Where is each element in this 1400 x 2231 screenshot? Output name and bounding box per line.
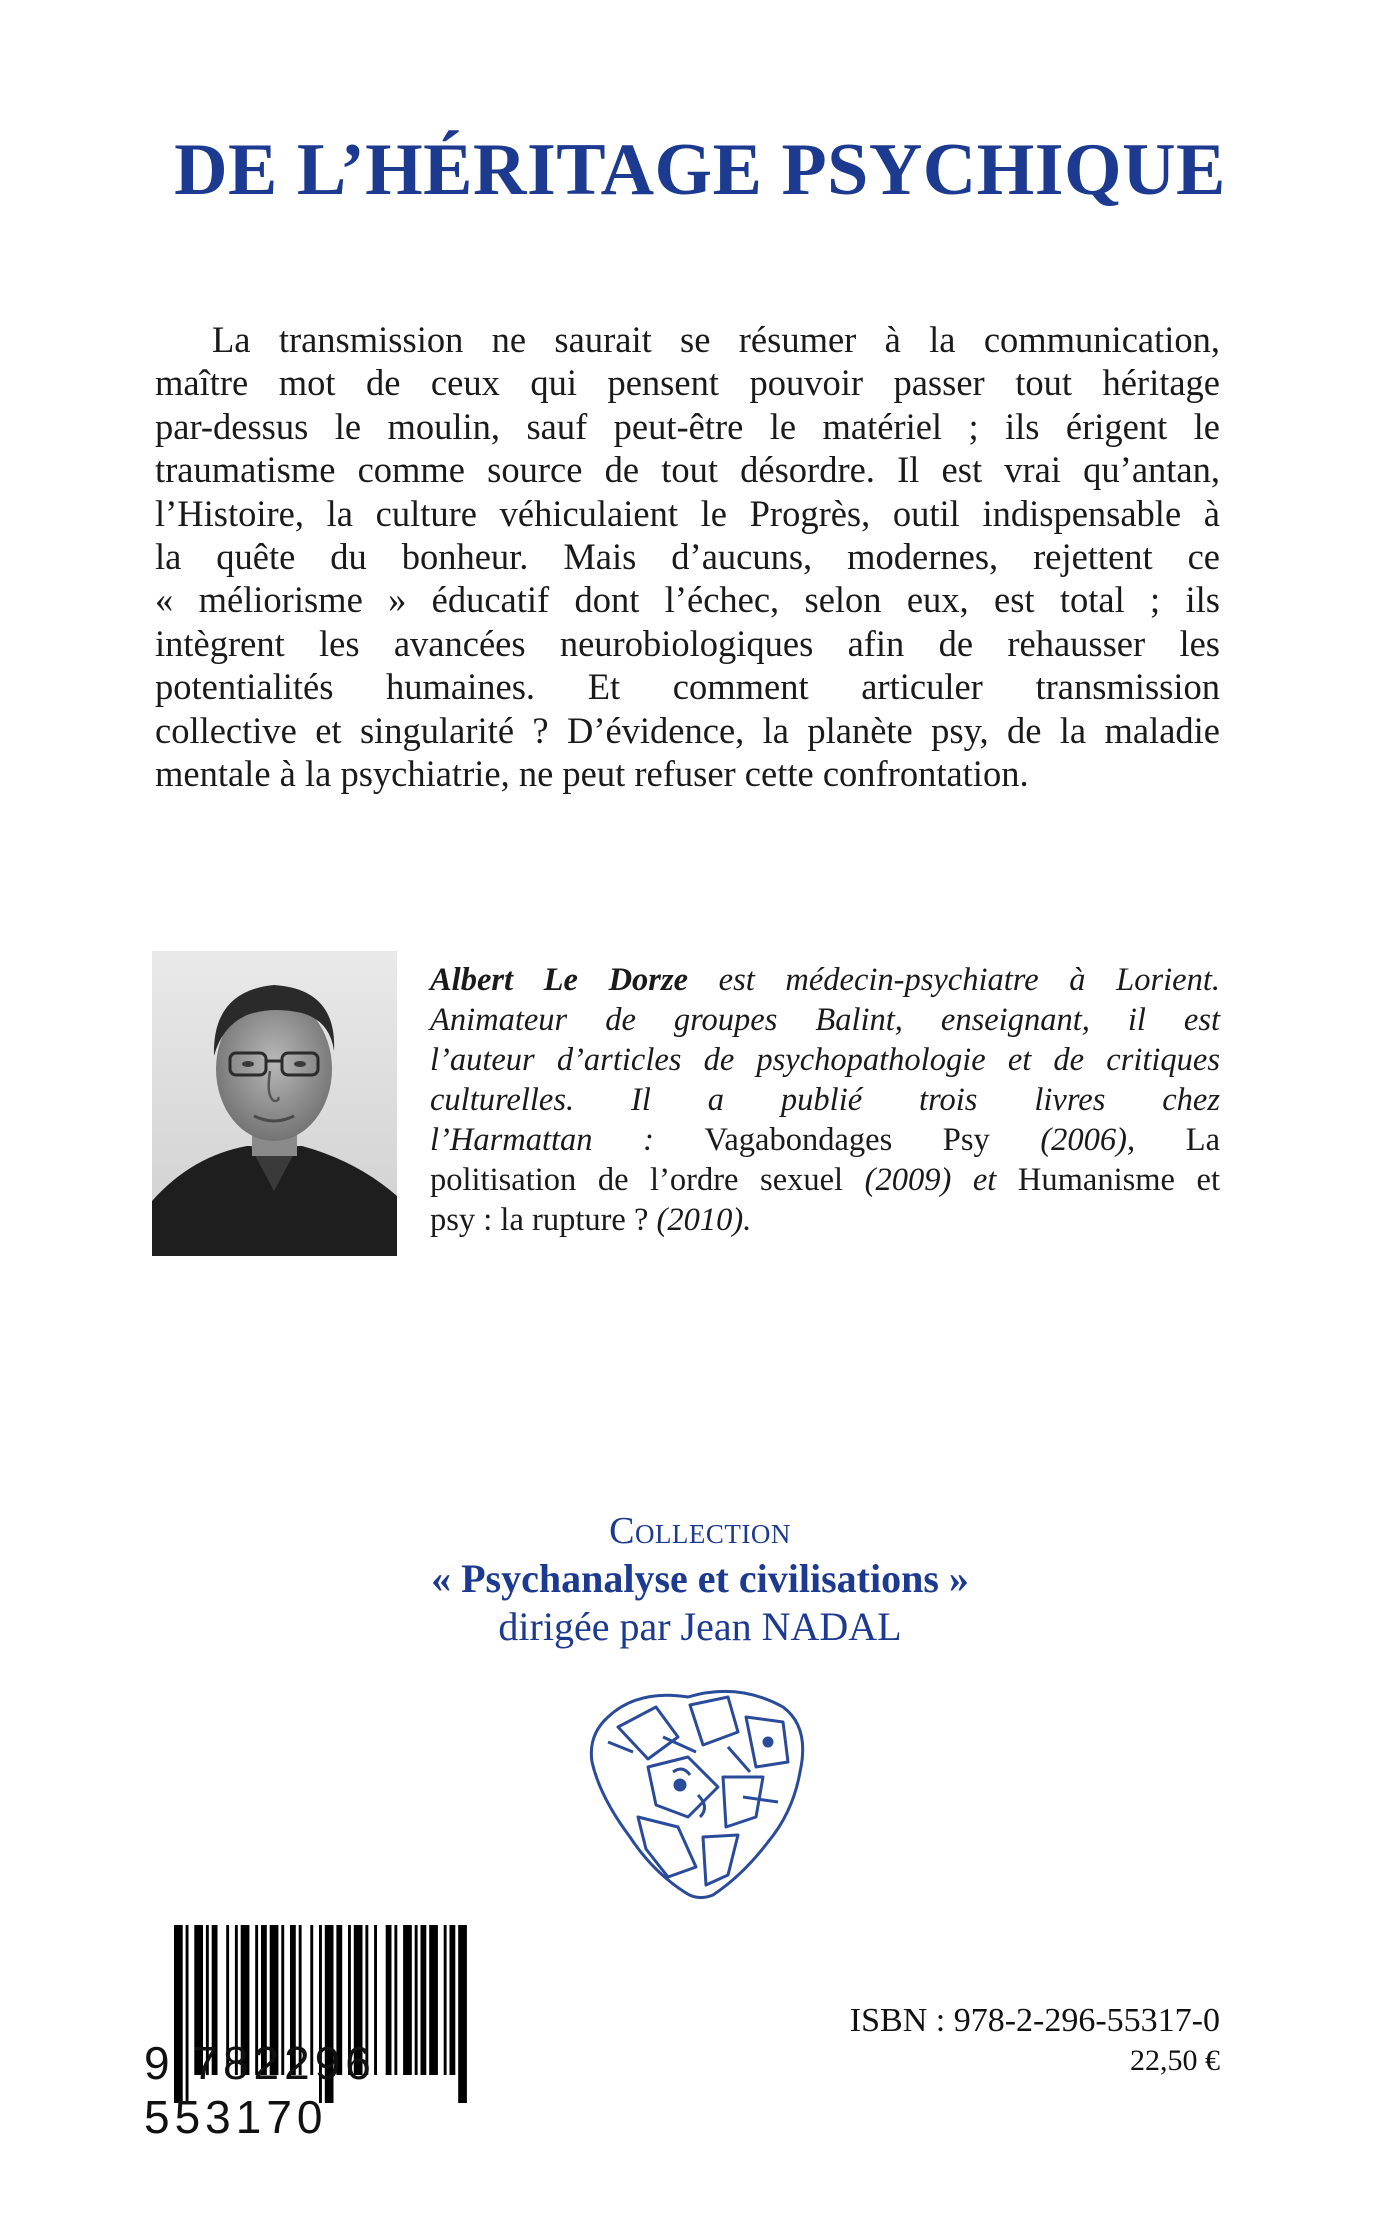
collection-label: Collection	[609, 1510, 791, 1552]
blurb-line: collective et singularité ? D’évidence, la planète psy, de la maladie	[155, 709, 1220, 751]
bio-text: est médecin-psychiatre à Lorient.	[688, 962, 1220, 998]
blurb-line: mentale à la psychiatrie, ne peut refuser cette confrontation.	[155, 753, 1029, 795]
barcode-digits: 9 782296 553170	[144, 2037, 376, 2143]
book-title-1: Vagabondages Psy	[704, 1122, 990, 1158]
book-title-3-end: psy : la rupture ?	[430, 1202, 649, 1238]
author-bio	[430, 960, 1220, 1240]
bio-line	[430, 1000, 1220, 1040]
author-photo	[152, 951, 397, 1256]
bio-text: l’Harmattan :	[430, 1122, 705, 1158]
book-title: DE L’HÉRITAGE PSYCHIQUE	[174, 129, 1226, 211]
book-year-3: (2010).	[648, 1202, 752, 1238]
blurb-line: maître mot de ceux qui pensent pouvoir passer tout héritage	[155, 362, 1220, 404]
bio-line	[430, 1160, 1220, 1200]
book-year-1: (2006),	[989, 1122, 1136, 1158]
back-cover-blurb	[155, 318, 1220, 795]
blurb-line: La transmission ne saurait se résumer à la communication,	[212, 319, 1220, 360]
blurb-line: l’Histoire, la culture véhiculaient le Progrès, outil indispensable à	[155, 492, 1220, 534]
conjunction: et	[972, 1162, 997, 1198]
book-title-3-start: Humanisme et	[996, 1162, 1220, 1198]
bio-text: culturelles. Il a publié trois livres chez	[430, 1082, 1220, 1118]
bio-text: Animateur de groupes Balint, enseignant, il est	[430, 1002, 1220, 1038]
collection-series: « Psychanalyse et civilisations »	[431, 1556, 969, 1601]
author-name: Albert Le Dorze	[430, 962, 689, 998]
book-title-2-end: politisation de l’ordre sexuel	[430, 1162, 844, 1198]
collection-logo-icon	[578, 1677, 813, 1902]
blurb-line: « méliorisme » éducatif dont l’échec, selon eux, est total ; ils	[155, 579, 1220, 621]
bio-line	[430, 1200, 1220, 1240]
blurb-line: la quête du bonheur. Mais d’aucuns, modernes, rejettent ce	[155, 536, 1220, 578]
book-title-2-start: La	[1135, 1122, 1220, 1158]
collection-block	[0, 1508, 1400, 1650]
bio-text: l’auteur d’articles de psychopathologie et de critiques	[430, 1042, 1220, 1078]
blurb-line: potentialités humaines. Et comment articuler transmission	[155, 666, 1220, 708]
price: 22,50 €	[1130, 2044, 1220, 2077]
isbn-number: ISBN : 978-2-296-55317-0	[849, 2002, 1220, 2039]
book-year-2: (2009)	[843, 1162, 973, 1198]
blurb-line: traumatisme comme source de tout désordre. Il est vrai qu’antan,	[155, 449, 1220, 491]
bio-line	[430, 1080, 1220, 1120]
bio-line	[430, 1040, 1220, 1080]
bio-line	[430, 1120, 1220, 1160]
blurb-line: intègrent les avancées neurobiologiques afin de rehausser les	[155, 622, 1220, 664]
bio-line	[430, 960, 1220, 1000]
collection-director: dirigée par Jean NADAL	[498, 1604, 902, 1649]
blurb-line: par-dessus le moulin, sauf peut-être le matériel ; ils érigent le	[155, 405, 1220, 447]
